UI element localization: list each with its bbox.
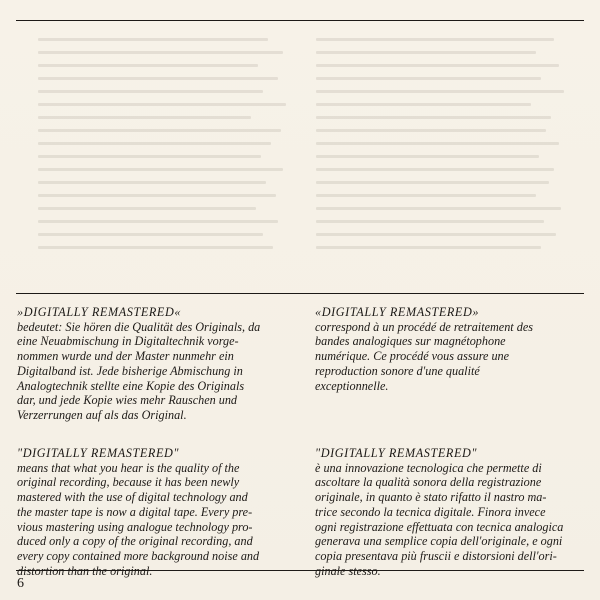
italian-line: copia presentava più fruscii e distorsioni dell'ori- (315, 548, 557, 563)
top-rule (16, 20, 584, 21)
italian-line: ascoltare la qualità sonora della registrazione (315, 475, 542, 490)
italian-line: trice secondo la tecnica digitale. Finora invece (315, 504, 546, 519)
italian-section (315, 446, 585, 578)
italian-line: originale, in quanto è stato rifatto il nastro ma- (315, 490, 547, 505)
german-line: eine Neuabmischung in Digitaltechnik vorge- (17, 334, 239, 349)
french-line: reproduction sonore d'une qualité (315, 363, 480, 378)
show-through-left (38, 38, 288, 278)
german-line: Digitalband ist. Jede bisherige Abmischung in (17, 363, 243, 378)
english-line: means that what you hear is the quality of the (17, 460, 240, 475)
italian-line: generava una semplice copia dell'originale, e ogni (315, 534, 563, 549)
french-line: exceptionnelle. (315, 378, 389, 393)
page-number: 6 (17, 576, 24, 591)
bottom-rule (16, 570, 584, 571)
english-section (17, 446, 287, 578)
german-heading: »DIGITALLY REMASTERED« (17, 305, 182, 319)
french-line: correspond à un procédé de retraitement des (315, 319, 533, 334)
french-heading: «DIGITALLY REMASTERED» (315, 305, 480, 319)
german-line: Analogtechnik stellte eine Kopie des Originals (17, 378, 245, 393)
english-line: distortion than the original. (17, 563, 153, 578)
italian-line: ogni registrazione effettuata con tecnica analogica (315, 519, 564, 534)
german-line: Verzerrungen auf als das Original. (17, 407, 187, 422)
english-line: original recording, because it has been newly (17, 475, 240, 490)
french-line: bandes analogiques sur magnétophone (315, 334, 506, 349)
english-line: vious mastering using analogue technology pro- (17, 519, 253, 534)
german-line: bedeutet: Sie hören die Qualität des Originals, da (17, 319, 261, 334)
german-line: dar, und jede Kopie wies mehr Rauschen und (17, 393, 238, 408)
english-line: the master tape is now a digital tape. Every pre- (17, 504, 253, 519)
english-heading: "DIGITALLY REMASTERED" (17, 446, 180, 460)
show-through-right (316, 38, 566, 278)
italian-line: è una innovazione tecnologica che permette di (315, 460, 542, 475)
english-line: every copy contained more background noise and (17, 548, 260, 563)
french-line: numérique. Ce procédé vous assure une (315, 349, 510, 364)
english-line: duced only a copy of the original recording, and (17, 534, 253, 549)
english-line: mastered with the use of digital technology and (17, 490, 248, 505)
german-section (17, 305, 287, 423)
italian-line: ginale stesso. (315, 563, 381, 578)
italian-heading: "DIGITALLY REMASTERED" (315, 446, 478, 460)
german-line: nommen wurde und der Master nunmehr ein (17, 349, 234, 364)
middle-rule (16, 293, 584, 294)
french-section (315, 305, 585, 393)
